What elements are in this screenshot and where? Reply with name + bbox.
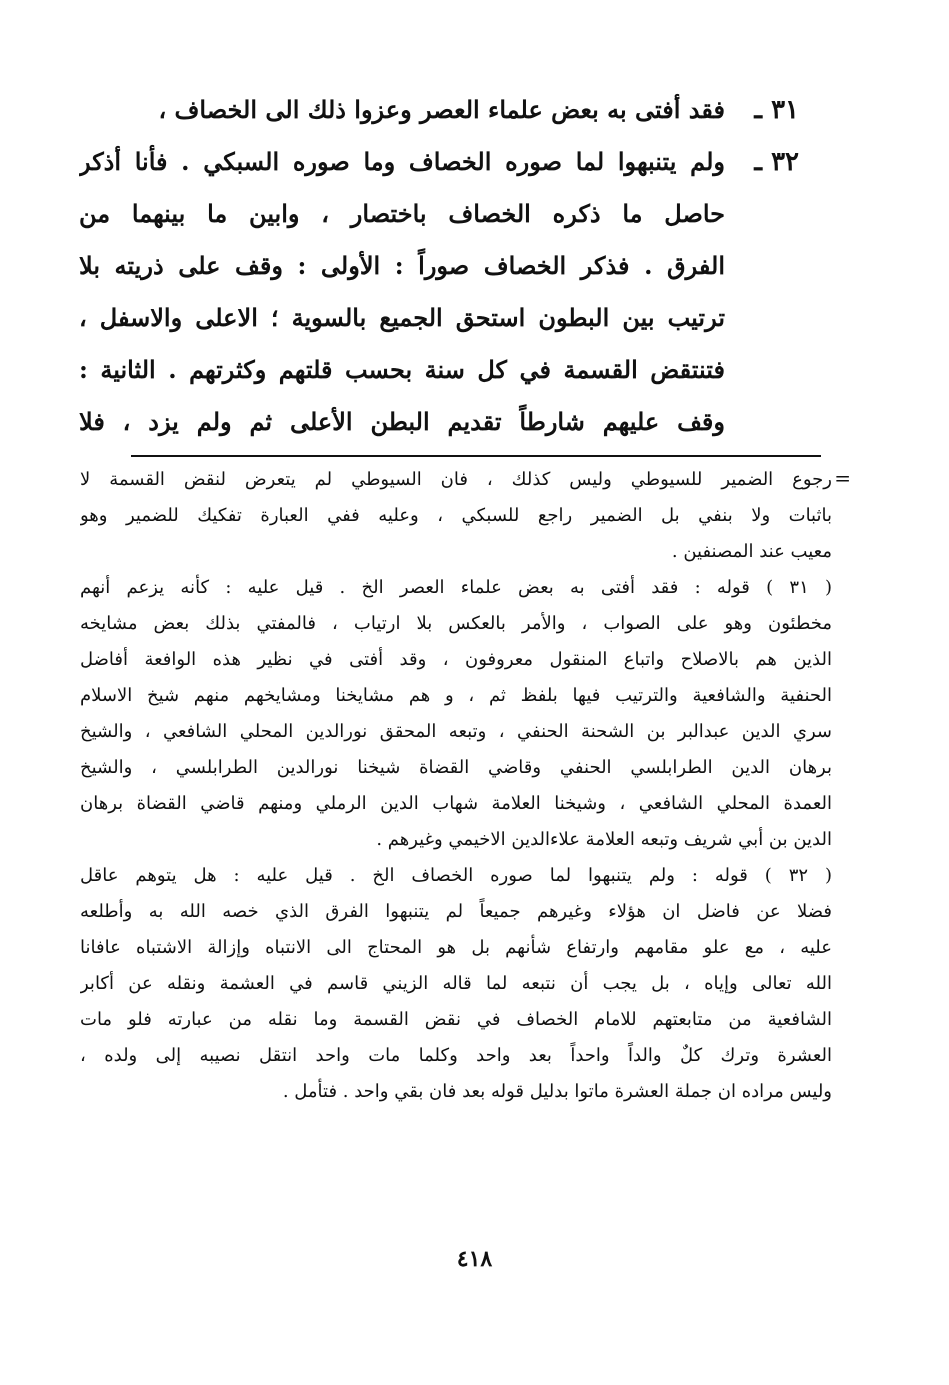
commentary-line: باثبات ولا بنفي بل الضمير راجع للسبكي ، وعليه ففي العبارة تفكيك للضمير وهو (80, 505, 832, 526)
matn-line: فقد أفتى به بعض علماء العصر وعزوا ذلك الى الخصاف ، (158, 95, 725, 124)
commentary-line: برهان الدين الطرابلسي الحنفي وقاضي القضاة شيخنا نورالدين الطرابلسي ، والشيخ (80, 757, 832, 778)
commentary-line: مخطئون وهو على الصواب ، والأمر بالعكس بلا ارتياب ، فالمفتي بذلك بعض مشايخه (80, 613, 832, 634)
matn-item-number: ٣٢ ـ (754, 147, 799, 177)
page-number: ٤١٨ (456, 1246, 493, 1272)
matn-item-32 (79, 136, 799, 448)
commentary-line: معيب عند المصنفين . (671, 541, 832, 562)
commentary-line: الذين هم بالاصلاح واتباع المنقول معروفون ، وقد أفتى في نظير هذه الوافعة أفاضل (80, 649, 832, 670)
commentary-line: الشافعية من متابعتهم للامام الخصاف في نقض القسمة وما نقله من عبارته فلو مات (80, 1009, 832, 1030)
commentary-line: ( ٣١ ) قوله : فقد أفتى به بعض علماء العصر الخ . قيل عليه : كأنه يزعم أنهم (80, 577, 832, 598)
commentary-line: وليس مراده ان جملة العشرة ماتوا بدليل قوله بعد فان بقي واحد . فتأمل . (282, 1081, 832, 1102)
commentary-line: رجوع الضمير للسيوطي وليس كذلك ، فان السيوطي لم يتعرض لنقض القسمة لا (80, 469, 832, 490)
matn-item-body (79, 84, 725, 136)
matn-item-number: ٣١ ـ (754, 95, 799, 125)
main-text (79, 84, 799, 448)
commentary-line: العمدة المحلي الشافعي ، وشيخنا العلامة شهاب الدين الرملي ومنهم قاضي القضاة برهان (80, 793, 832, 814)
commentary-line: ( ٣٢ ) قوله : ولم يتنبهوا لما صوره الخصاف الخ . قيل عليه : هل يتوهم عاقل (80, 865, 832, 886)
matn-item-31 (79, 84, 799, 136)
commentary-line: عليه ، مع علو مقامهم وارتفاع شأنهم بل هو المحتاج الى الانتباه وإزالة الاشتباه عافانا (80, 937, 832, 958)
commentary-line: العشرة وترك كلٌ والداً واحداً بعد واحد وكلما مات واحد انتقل نصيبه إلى ولده ، (80, 1045, 832, 1066)
footnote-separator (131, 455, 821, 457)
matn-line: الفرق . فذكر الخصاف صوراً : الأولى : وقف على ذريته بلا (79, 251, 725, 280)
matn-line: فتنتقض القسمة في كل سنة بحسب قلتهم وكثرتهم . الثانية : (79, 355, 725, 384)
matn-line: وقف عليهم شارطاً تقديم البطن الأعلى ثم ولم يزد ، فلا (79, 407, 725, 436)
commentary-line: سري الدين عبدالبر بن الشحنة الحنفي ، وتبعه المحقق نورالدين المحلي الشافعي ، والشيخ (80, 721, 832, 742)
commentary-line: الله تعالى وإياه ، بل يجب أن نتبعه لما قاله الزيني قاسم في العشمة ونقله عن أكابر (80, 973, 832, 994)
commentary-line: الحنفية والشافعية والترتيب فيها بلفظ ثم ، و هم مشايخنا ومشايخهم منهم شيخ الاسلام (80, 685, 832, 706)
matn-line: ولم يتنبهوا لما صوره الخصاف وما صوره السبكي . فأنا أذكر (79, 147, 725, 176)
commentary-text (80, 462, 832, 1110)
matn-line: حاصل ما ذكره الخصاف باختصار ، وابين ما بينهما من (79, 199, 725, 228)
matn-item-body (79, 136, 725, 448)
continuation-mark: = (834, 466, 851, 490)
commentary-line: الدين بن أبي شريف وتبعه العلامة علاءالدين الاخيمي وغيرهم . (376, 829, 832, 850)
commentary-line: فضلا عن فاضل ان هؤلاء وغيرهم جميعاً لم يتنبهوا الفرق الذي خصه الله به وأطلعه (80, 901, 832, 922)
matn-line: ترتيب بين البطون استحق الجميع بالسوية ؛ الاعلى والاسفل ، (79, 303, 725, 332)
